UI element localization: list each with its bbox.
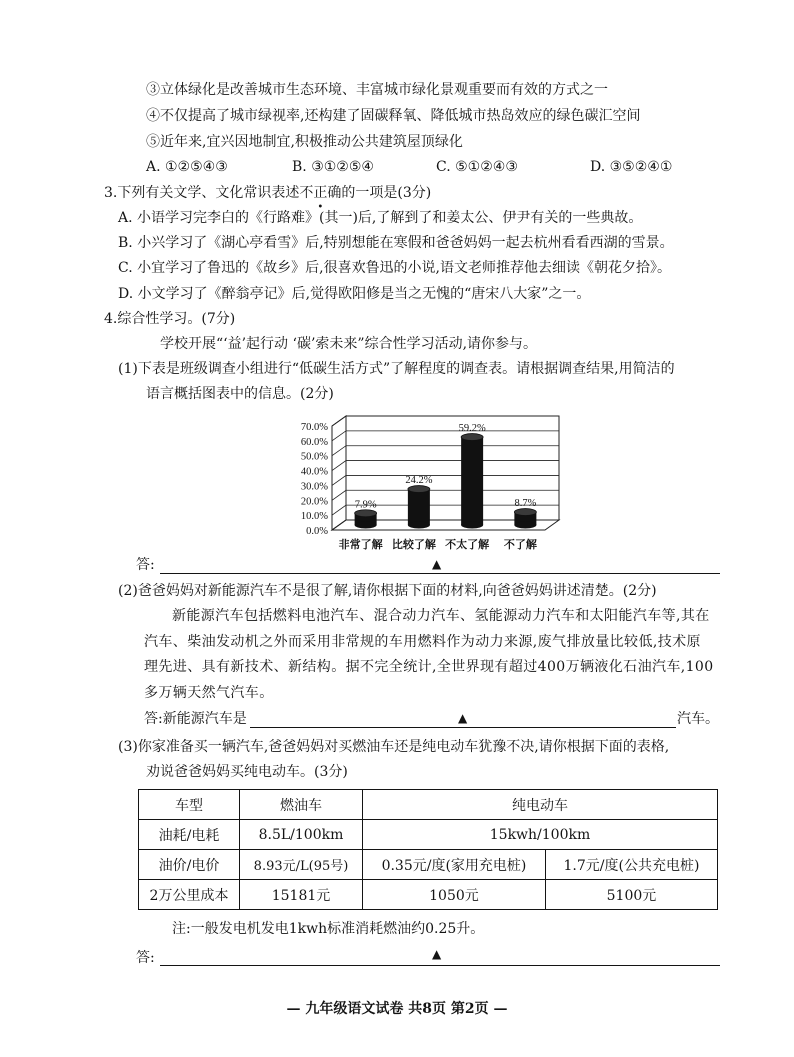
table-cell: 5100元 xyxy=(545,880,717,910)
answer-line-1[interactable] xyxy=(160,573,720,574)
answer-suffix-2: 汽车。 xyxy=(677,711,719,727)
chart-y-tick-label: 0.0% xyxy=(306,526,328,537)
q4-part3-line1: (3)你家准备买一辆汽车,爸爸妈妈对买燃油车还是纯电动车犹豫不决,请你根据下面的表格, xyxy=(118,739,670,755)
q4-part1-line2: 语言概括图表中的信息。(2分) xyxy=(146,386,334,402)
chart-bar-base xyxy=(461,522,483,529)
material-line-3: 理先进、具有新技术、新结构。据不完全统计,全世界现有超过400万辆液化石油汽车,100 xyxy=(144,659,714,675)
sentence-3: ③立体绿化是改善城市生态环境、丰富城市绿化景观重要而有效的方式之一 xyxy=(146,82,608,98)
chart-x-tick-label: 非常了解 xyxy=(338,538,383,551)
chart-y-tick-label: 70.0% xyxy=(300,422,328,433)
table-cell: 1050元 xyxy=(363,880,546,910)
chart-bar-base xyxy=(355,522,377,529)
table-header: 车型 xyxy=(139,790,240,820)
chart-bar-base xyxy=(408,522,430,529)
chart-y-tick-label: 40.0% xyxy=(300,466,328,478)
table-cell: 油耗/电耗 xyxy=(139,820,240,850)
table-cell: 1.7元/度(公共充电桩) xyxy=(545,850,717,880)
material-line-2: 汽车、柴油发动机之外而采用非常规的车用燃料作为动力来源,废气排放量比较低,技术原 xyxy=(144,634,701,650)
page-footer: — 九年级语文试卷 共8页 第2页 — xyxy=(286,1001,508,1017)
chart-x-tick-label: 不太了解 xyxy=(445,538,490,551)
q2-option-a: A. ①②⑤④③ xyxy=(146,159,228,175)
q4-part3-line2: 劝说爸爸妈妈买纯电动车。(3分) xyxy=(146,764,348,780)
chart-bar-top xyxy=(355,510,377,517)
answer-line-3[interactable] xyxy=(160,965,720,966)
answer-marker-1: ▲ xyxy=(432,557,442,571)
chart-gridline xyxy=(332,416,559,426)
chart-bar-body xyxy=(461,437,483,525)
answer-label-2: 答:新能源汽车是 xyxy=(144,711,247,727)
q4-part1-line1: (1)下表是班级调查小组进行“低碳生活方式”了解程度的调查表。请根据调查结果,用简洁的 xyxy=(118,361,675,377)
chart-gridline xyxy=(332,431,559,441)
chart-gridline xyxy=(332,475,559,485)
sentence-4: ④不仅提高了城市绿视率,还构建了固碳释氧、降低城市热岛效应的绿色碳汇空间 xyxy=(146,108,641,124)
q4-intro: 学校开展“‘益’起行动 ‘碳’索未来”综合性学习活动,请你参与。 xyxy=(160,336,538,352)
table-cell: 8.5L/100km xyxy=(240,820,363,850)
table-cell: 15181元 xyxy=(240,880,363,910)
q4-title: 4.综合性学习。(7分) xyxy=(104,311,236,327)
q3-emphasis: 不正确 xyxy=(299,185,342,201)
table-header: 燃油车 xyxy=(240,790,363,820)
chart-side-wall xyxy=(332,416,346,530)
chart-bar-top xyxy=(408,486,430,493)
sentence-5: ⑤近年来,宜兴因地制宜,积极推动公共建筑屋顶绿化 xyxy=(146,134,463,150)
table-row xyxy=(139,820,718,850)
material-line-1: 新能源汽车包括燃料电池汽车、混合动力汽车、氢能源动力汽车和太阳能汽车等,其在 xyxy=(172,608,710,624)
chart-data-label: 8.7% xyxy=(514,498,537,510)
q2-option-c: C. ⑤①②④③ xyxy=(436,159,518,175)
chart-y-tick-label: 60.0% xyxy=(300,436,328,448)
table-header: 纯电动车 xyxy=(363,790,718,820)
q2-option-d: D. ③⑤②④① xyxy=(590,159,673,175)
q3-option-a: A. 小语学习完李白的《行路难》(其一)后,了解到了和姜太公、伊尹有关的一些典故。 xyxy=(118,210,643,226)
material-line-4: 多万辆天然气汽车。 xyxy=(144,685,274,701)
q3-stem: 3.下列有关文学、文化常识表述不正确的一项是(3分) xyxy=(104,185,432,201)
table-row xyxy=(139,850,718,880)
table-row xyxy=(139,790,718,820)
answer-label-3: 答: xyxy=(136,950,155,966)
table-cell: 8.93元/L(95号) xyxy=(240,850,363,880)
table-cell: 15kwh/100km xyxy=(363,820,718,850)
table-cell: 0.35元/度(家用充电桩) xyxy=(363,850,546,880)
q2-option-b: B. ③①②⑤④ xyxy=(292,159,374,175)
chart-data-label: 7.9% xyxy=(354,499,377,511)
bar-chart xyxy=(275,406,585,556)
chart-y-tick-label: 50.0% xyxy=(300,451,328,463)
chart-data-label: 59.2% xyxy=(458,423,486,435)
answer-marker-3: ▲ xyxy=(432,947,442,961)
q3-option-d: D. 小文学习了《醉翁亭记》后,觉得欧阳修是当之无愧的“唐宋八大家”之一。 xyxy=(118,286,591,302)
chart-x-tick-label: 比较了解 xyxy=(391,538,436,551)
table-row xyxy=(139,880,718,910)
chart-y-tick-label: 30.0% xyxy=(300,481,328,493)
chart-bar-top xyxy=(514,509,536,516)
table-cell: 2万公里成本 xyxy=(139,880,240,910)
chart-bar-body xyxy=(408,489,430,525)
answer-marker-2: ▲ xyxy=(458,711,468,725)
chart-x-tick-label: 不了解 xyxy=(503,538,537,551)
chart-gridline xyxy=(332,446,559,456)
q4-part2: (2)爸爸妈妈对新能源汽车不是很了解,请你根据下面的材料,向爸爸妈妈讲述清楚。(2分) xyxy=(118,583,657,599)
q3-option-c: C. 小宜学习了鲁迅的《故乡》后,很喜欢鲁迅的小说,语文老师推荐他去细读《朝花夕拾》。 xyxy=(118,260,672,276)
answer-label-1: 答: xyxy=(136,557,155,573)
chart-bar-top xyxy=(461,434,483,441)
chart-bar-base xyxy=(514,522,536,529)
table-note: 注:一般发电机发电1kwh标准消耗燃油约0.25升。 xyxy=(172,921,485,937)
chart-data-label: 24.2% xyxy=(405,475,433,487)
chart-gridline xyxy=(332,461,559,471)
chart-y-tick-label: 20.0% xyxy=(300,496,328,508)
chart-y-tick-label: 10.0% xyxy=(300,511,328,523)
cost-comparison-table xyxy=(138,789,718,910)
q3-option-b: B. 小兴学习了《湖心亭看雪》后,特别想能在寒假和爸爸妈妈一起去杭州看看西湖的雪景。 xyxy=(118,235,674,251)
table-cell: 油价/电价 xyxy=(139,850,240,880)
answer-line-2[interactable] xyxy=(250,727,676,728)
